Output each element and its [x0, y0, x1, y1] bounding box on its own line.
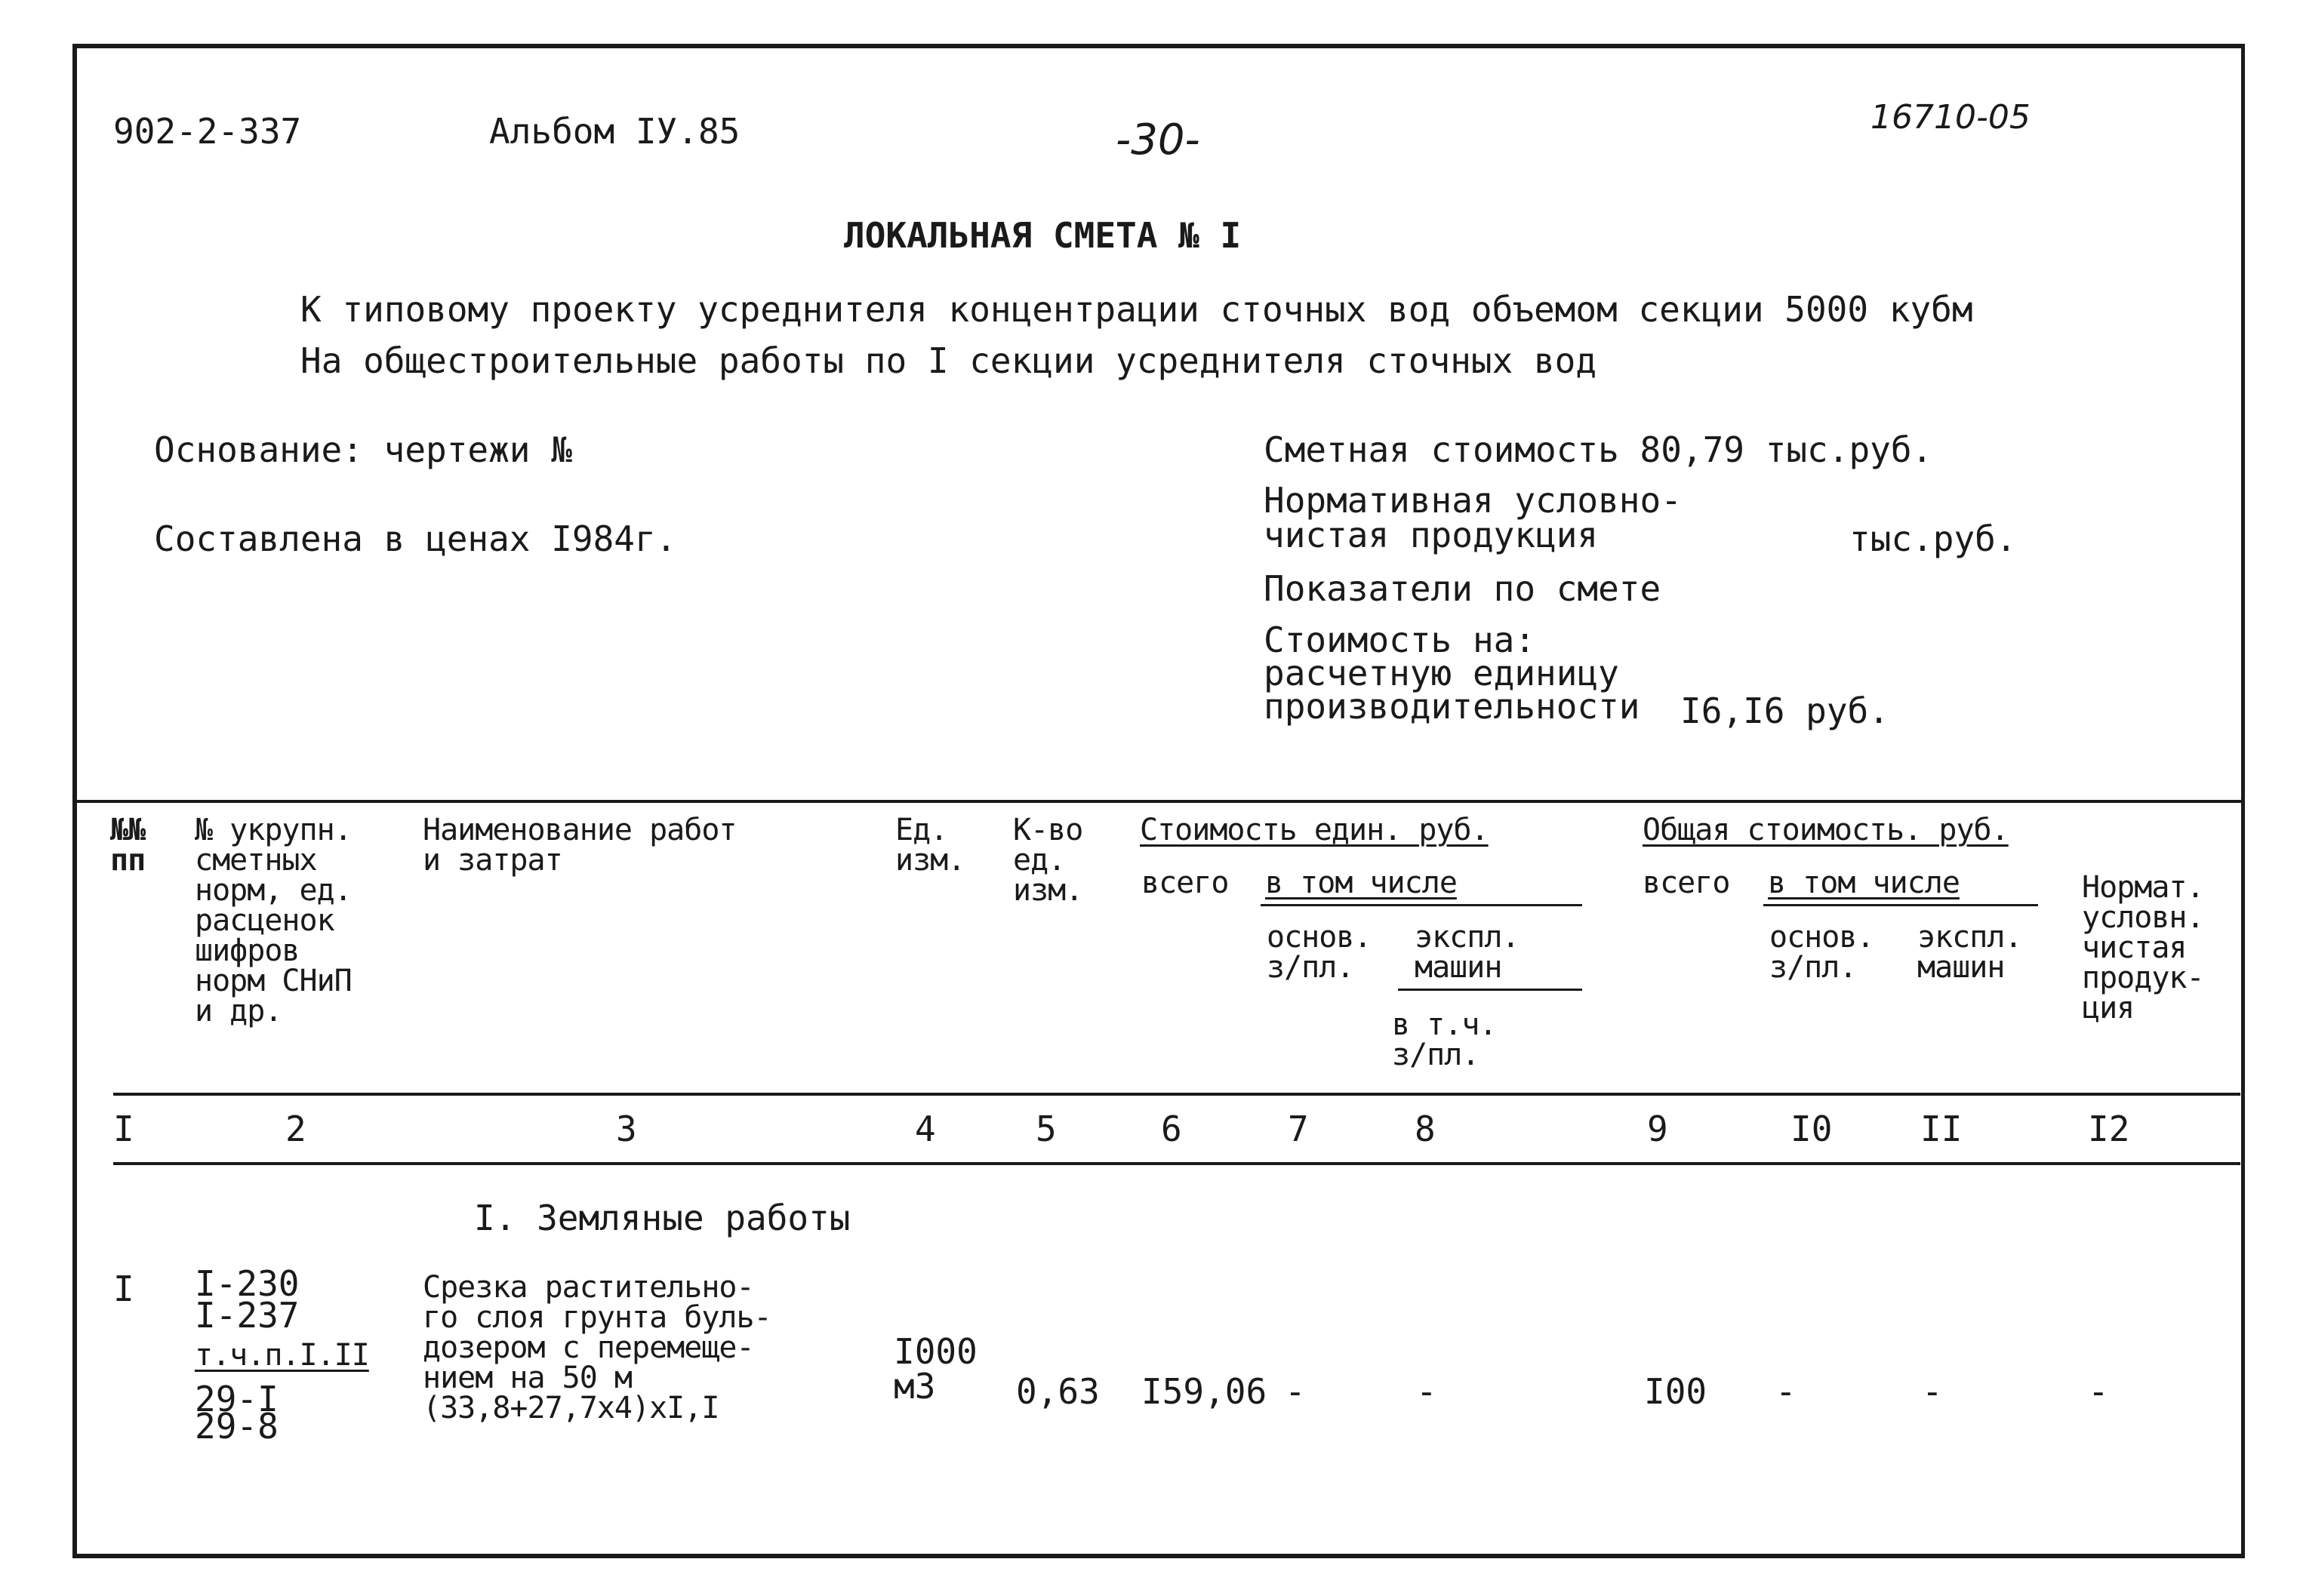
col-group-incl-total: в том числе [1768, 866, 1960, 900]
document-code: 902-2-337 [113, 111, 302, 152]
row-total-base-salary: - [1775, 1371, 1797, 1412]
col-header-unit-total: всего [1141, 866, 1229, 900]
section-title: I. Земляные работы [474, 1198, 851, 1238]
incl-total-rule [1763, 904, 2038, 906]
row-unit-base-salary: - [1285, 1371, 1306, 1412]
row-norm-product: - [2088, 1371, 2109, 1412]
col-number-7: 7 [1288, 1109, 1309, 1149]
row-name: Срезка растительно- го слоя грунта буль- дозером с перемеще- нием на 50 м (33,8+27,7x4)xI,I [423, 1270, 771, 1425]
col-header-total-machines: экспл. машин [1917, 920, 2022, 985]
unit-cost-label: Стоимость на: расчетную единицу производительности [1264, 620, 1640, 727]
numbers-bottom-rule [113, 1162, 2240, 1165]
row-unit-machines: - [1416, 1371, 1437, 1412]
row-unit-total: I59,06 [1141, 1371, 1267, 1412]
col-number-4: 4 [915, 1109, 936, 1149]
col-header-number: №№ пп [110, 813, 146, 878]
row-total-machines: - [1922, 1371, 1943, 1412]
col-header-unit-base-salary: основ. з/пл. [1267, 920, 1372, 985]
col-number-1: I [113, 1109, 134, 1149]
album-label: Альбом IУ.85 [489, 111, 740, 152]
table-top-rule [77, 800, 2242, 803]
col-header-name: Наименование работ и затрат [423, 813, 737, 878]
norm-product-unit: тыс.руб. [1849, 518, 2017, 559]
unit-cost-value: I6,I6 руб. [1680, 690, 1889, 731]
col-group-unit-cost: Стоимость един. руб. [1140, 813, 1489, 847]
col-header-norm-product: Нормат. условн. чистая продук- ция [2082, 870, 2204, 1026]
col-number-8: 8 [1415, 1109, 1436, 1149]
row-total: I00 [1644, 1371, 1707, 1412]
col-header-total: всего [1643, 866, 1730, 900]
page-number: -30- [1116, 115, 1200, 165]
col-header-total-base-salary: основ. з/пл. [1769, 920, 1874, 985]
archive-stamp: 16710-05 [1870, 98, 2031, 137]
col-header-code: № укрупн. сметных норм, ед. расценок шифров норм СНиП и др. [195, 813, 352, 1029]
col-number-9: 9 [1647, 1109, 1668, 1149]
machines-rule [1398, 989, 1582, 991]
col-header-unit-machines: экспл. машин [1415, 920, 1519, 985]
col-number-3: 3 [616, 1109, 637, 1149]
row-quantity: 0,63 [1016, 1371, 1100, 1412]
col-number-11: II [1920, 1109, 1963, 1149]
col-header-quantity: К-во ед. изм. [1013, 813, 1083, 908]
norm-product-label: Нормативная условно- чистая продукция [1264, 480, 1682, 555]
col-group-incl-unit: в том числе [1265, 866, 1457, 900]
subtitle-works: На общестроительные работы по I секции усреднителя сточных вод [300, 340, 1597, 381]
estimate-cost: Сметная стоимость 80,79 тыс.руб. [1264, 429, 1933, 470]
subtitle-project: К типовому проекту усреднителя концентрации сточных вод объемом секции 5000 кубм [300, 289, 1973, 330]
prices-line: Составлена в ценах I984г. [154, 518, 677, 559]
document-title: ЛОКАЛЬНАЯ СМЕТА № I [844, 215, 1242, 256]
incl-unit-rule [1261, 904, 1582, 906]
row-codes-table: т.ч.п.I.II [195, 1338, 369, 1373]
header-bottom-rule [113, 1093, 2240, 1096]
col-number-10: I0 [1790, 1109, 1833, 1149]
indicators-label: Показатели по смете [1264, 568, 1661, 609]
basis-line: Основание: чертежи № [154, 429, 572, 470]
row-codes: I-230 I-237 [195, 1263, 300, 1336]
col-header-unit: Ед. изм. [895, 813, 965, 878]
col-number-5: 5 [1036, 1109, 1057, 1149]
col-number-6: 6 [1161, 1109, 1182, 1149]
col-group-total-cost: Общая стоимость. руб. [1643, 813, 2009, 847]
col-header-incl-salary: в т.ч. з/пл. [1392, 1007, 1497, 1072]
col-number-2: 2 [285, 1109, 306, 1149]
row-number: I [113, 1268, 134, 1309]
col-number-12: I2 [2088, 1109, 2130, 1149]
row-codes-snip: 29-I 29-8 [195, 1379, 279, 1447]
row-unit: I000 м3 [894, 1331, 978, 1407]
